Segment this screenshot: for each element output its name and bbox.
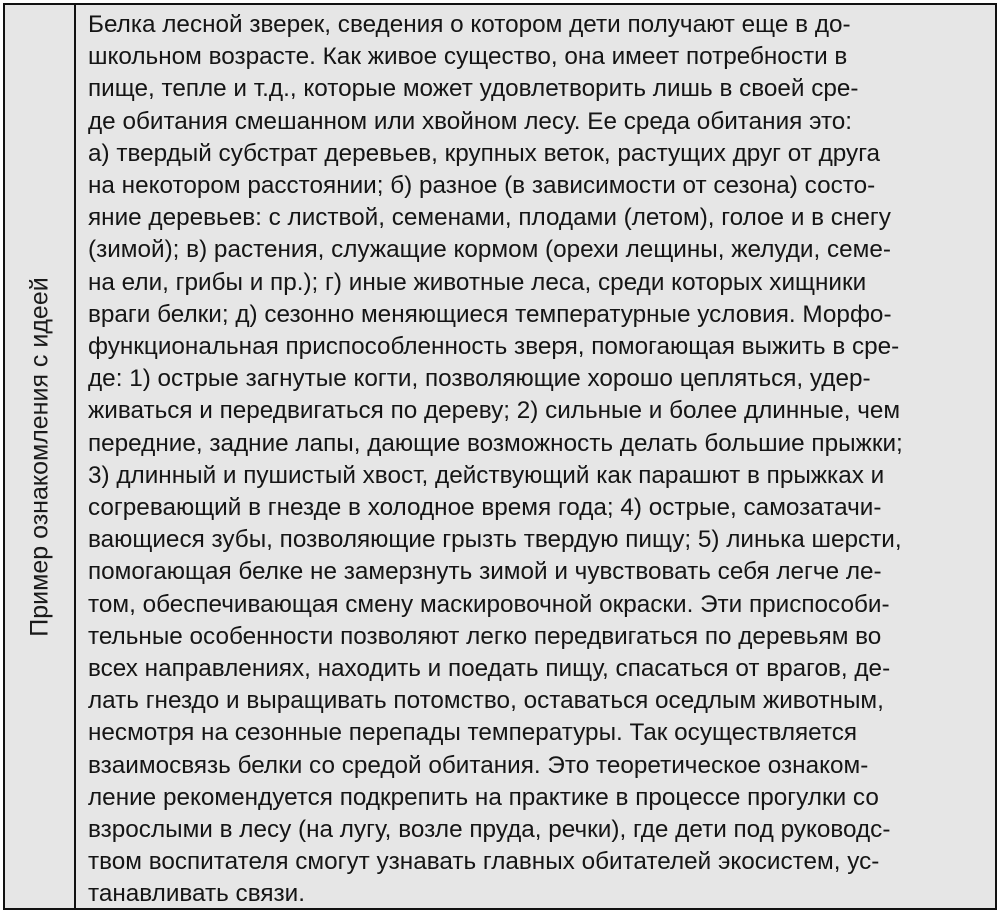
body-text: Белка лесной зверек, сведения о котором дети получают еще в до- школьном возрасте. Как живое существо, она имеет потребности в пище, тепле и т.д., которые может удовлетворить лишь в своей сре- де обитания смешанном или хвойном лесу. Ее среда обитания это: а) твердый субстрат деревьев, крупных веток, растущих друг от друга на некотором расстоянии; б) разное (в зависимости от сезона) состо- яние деревьев: с листвой, семенами, плодами (летом), голое и в снегу (зимой); в) растения, служащие кормом (орехи лещины, желуди, семе- на ели, грибы и пр.); г) иные животные леса, среди которых хищники враги белки; д) сезонно меняющиеся температурные условия. Морфо- функциональная приспособленность зверя, помогающая выжить в сре- де: 1) острые загнутые когти, позволяющие хорошо цепляться, удер- живаться и передвигаться по дереву; 2) сильные и более длинные, чем передние, задние лапы, дающие возможность делать большие прыжки; 3) длинный и пушистый хвост, действующий как парашют в прыжках и согревающий в гнезде в холодное время года; 4) острые, самозатачи- вающиеся зубы, позволяющие грызть твердую пищу; 5) линька шерсти, помогающая белке не замерзнуть зимой и чувствовать себя легче ле- том, обеспечивающая смену маскировочной окраски. Эти приспособи- тельные особенности позволяют легко передвигаться по деревьям во всех направлениях, находить и поедать пищу, спасаться от врагов, де- лать гнездо и выращивать потомство, оставаться оседлым животным, несмотря на сезонные перепады температуры. Так осуществляется взаимосвязь белки со средой обитания. Это теоретическое ознаком- ление рекомендуется подкрепить на практике в процессе прогулки со взрослыми в лесу (на лугу, возле пруда, речки), где дети под руководс- твом воспитателя смогут узнавать главных обитателей экосистем, ус- танавливать связи. (88, 11, 903, 908)
row-label-cell (5, 5, 76, 908)
content-cell (76, 5, 995, 908)
table (3, 3, 997, 910)
row-label: Пример ознакомления с идеей (25, 276, 53, 637)
